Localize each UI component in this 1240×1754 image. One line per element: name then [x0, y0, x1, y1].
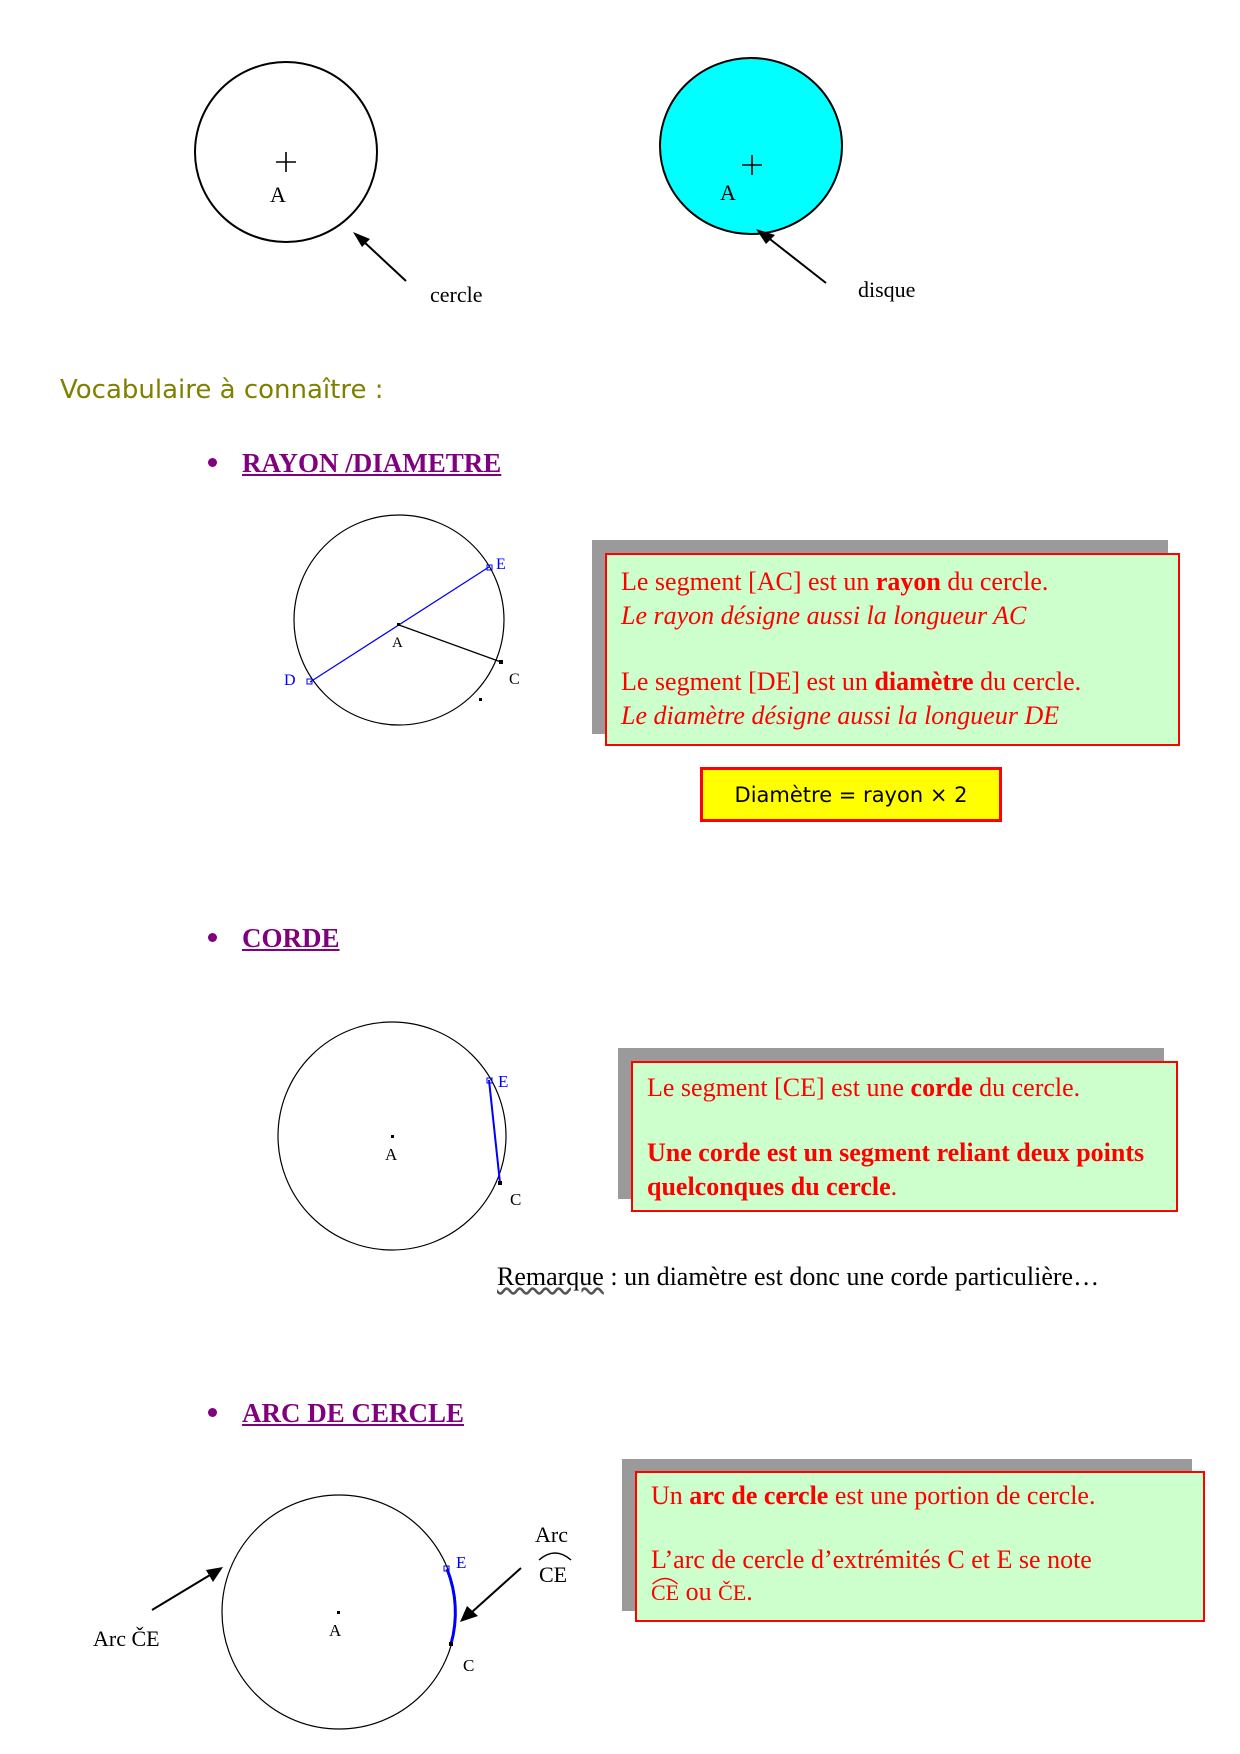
center-point-marker — [337, 1611, 340, 1614]
point-c-marker — [498, 1181, 502, 1185]
section-heading-corde: CORDE — [208, 923, 340, 954]
diameter-formula: Diamètre = rayon × 2 — [700, 767, 1002, 822]
center-point-marker — [397, 623, 400, 626]
center-label: A — [392, 635, 403, 651]
corde-definition: Une corde est un segment reliant deux points quelconques du cercle. — [647, 1138, 1145, 1201]
disk-arrow — [766, 236, 826, 283]
corde-line: Le segment [CE] est une corde du cercle. — [647, 1073, 1081, 1102]
arc-hat-icon — [651, 1575, 679, 1585]
extra-point-marker — [479, 698, 482, 701]
disk-caption: disque — [858, 277, 916, 302]
bullet-icon — [208, 933, 217, 942]
diametre-line: Le segment [DE] est un diamètre du cercle. — [621, 667, 1082, 696]
point-e-label: E — [498, 1072, 509, 1091]
arc-line: Un arc de cercle est une portion de cercle. — [651, 1481, 1096, 1510]
arc-left-arrow — [152, 1575, 210, 1610]
center-label: A — [385, 1145, 398, 1164]
disk-shape — [660, 58, 842, 234]
circle-caption: cercle — [430, 282, 483, 307]
center-cross-icon — [276, 152, 296, 172]
circle-center-label: A — [270, 182, 286, 207]
arc-figure — [80, 1480, 600, 1750]
arc-right-arc-name: CE — [539, 1562, 568, 1587]
point-c-label: C — [463, 1656, 475, 1675]
rayon-definition-box — [605, 553, 1180, 746]
arc-ce-highlight — [447, 1569, 455, 1644]
point-e-label: E — [456, 1553, 467, 1572]
circle-outline — [294, 515, 504, 725]
point-d-label: D — [284, 672, 296, 689]
corde-definition-box — [631, 1061, 1178, 1212]
vocabulary-heading: Vocabulaire à connaître : — [60, 375, 384, 405]
radius-ac — [399, 625, 501, 662]
rayon-note: Le rayon désigne aussi la longueur AC — [621, 601, 1027, 630]
point-c-marker — [499, 660, 503, 664]
rayon-diameter-figure — [280, 510, 540, 750]
arc-notation: CE ou ČE. — [651, 1577, 753, 1606]
arc-right-label: Arc — [535, 1522, 568, 1547]
section-heading-rayon: RAYON /DIAMETRE — [208, 448, 501, 479]
circle-arrow — [362, 240, 406, 281]
arc-left-label: Arc ČE — [93, 1626, 160, 1651]
point-c-marker — [449, 1642, 453, 1646]
rayon-line: Le segment [AC] est un rayon du cercle. — [621, 567, 1049, 596]
circle-figure — [0, 0, 1240, 320]
corde-figure — [270, 1020, 550, 1260]
corde-remark: Remarque : un diamètre est donc une corde particulière… — [497, 1262, 1100, 1291]
point-e-label: E — [496, 556, 506, 573]
disk-center-label: A — [720, 180, 736, 205]
diametre-note: Le diamètre désigne aussi la longueur DE — [621, 701, 1060, 730]
arc-notation-1: CE — [651, 1577, 679, 1608]
bullet-icon — [208, 1408, 217, 1417]
arc-hat-icon — [539, 1553, 571, 1560]
center-point-marker — [391, 1135, 394, 1138]
center-label: A — [329, 1621, 342, 1640]
point-c-label: C — [510, 1190, 522, 1209]
arrowhead-icon — [206, 1567, 223, 1582]
bullet-icon — [208, 458, 217, 467]
section-heading-arc: ARC DE CERCLE — [208, 1398, 464, 1429]
point-c-label: C — [509, 671, 520, 688]
arc-notation-line: L’arc de cercle d’extrémités C et E se note — [651, 1545, 1092, 1574]
arc-right-arrow — [472, 1568, 521, 1612]
arc-definition-box — [635, 1471, 1205, 1622]
